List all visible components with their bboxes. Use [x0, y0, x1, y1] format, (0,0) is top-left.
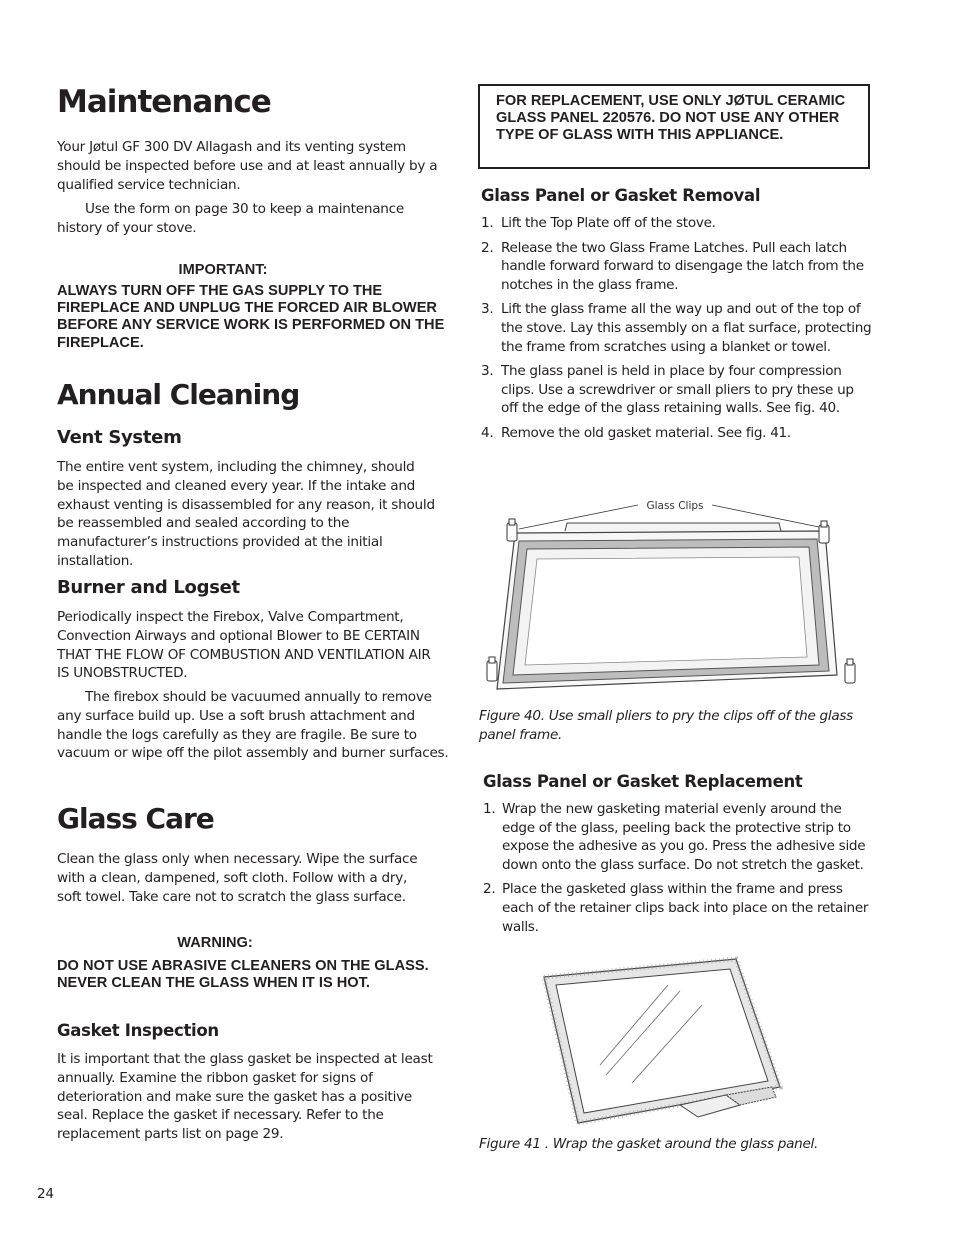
intro-paragraph: Your Jøtul GF 300 DV Allagash and its venting system should be inspected before use and at least annually by a qualified service technician. — [57, 139, 438, 193]
glass-clips-label: Glass Clips — [646, 500, 704, 512]
gasket-wrap-illustration — [540, 955, 790, 1135]
warning-notice: DO NOT USE ABRASIVE CLEANERS ON THE GLASS. NEVER CLEAN THE GLASS WHEN IT IS HOT. — [57, 958, 429, 992]
vent-system-paragraph: The entire vent system, including the chimney, should be inspected and cleaned every year. If the intake and exhaust venting is disassembled for any reason, it should be reassembled and sealed according to the manufacturer’s instructions provided at the initial installation. — [57, 459, 435, 569]
list-item: 4. Remove the old gasket material. See fig. 41. — [481, 424, 791, 441]
subsection-title-vent-system: Vent System — [57, 427, 182, 448]
page-number: 24 — [37, 1186, 54, 1202]
replacement-steps-list — [483, 800, 875, 942]
figure-40-caption: Figure 40. Use small pliers to pry the clips off of the glass panel frame. — [479, 708, 853, 743]
list-item: 1. Wrap the new gasketing material evenly around the edge of the glass, peeling back the protective strip to expose the adhesive as you go. Press the adhesive side down onto the glass surface. Do not stretch the gasket. — [483, 801, 866, 873]
section-title-annual-cleaning: Annual Cleaning — [57, 378, 300, 411]
important-notice: ALWAYS TURN OFF THE GAS SUPPLY TO THE FIREPLACE AND UNPLUG THE FORCED AIR BLOWER BEFORE ANY SERVICE WORK IS PERFORMED ON THE FIREPLACE. — [57, 283, 445, 351]
figure-41-caption: Figure 41 . Wrap the gasket around the glass panel. — [479, 1136, 819, 1152]
clip-icon — [507, 519, 517, 541]
subsection-title-gasket-inspection: Gasket Inspection — [57, 1021, 219, 1040]
intro-paragraph-2: Use the form on page 30 to keep a maintenance history of your stove. — [57, 201, 404, 236]
list-item: 2. Place the gasketed glass within the frame and press each of the retainer clips back into place on the retainer walls. — [483, 881, 869, 935]
replacement-notice: FOR REPLACEMENT, USE ONLY JØTUL CERAMIC GLASS PANEL 220576. DO NOT USE ANY OTHER TYPE OF GLASS WITH THIS APPLIANCE. — [496, 93, 846, 144]
clip-icon — [487, 657, 497, 681]
glass-frame-illustration — [479, 493, 869, 705]
burner-paragraph-1: Periodically inspect the Firebox, Valve Compartment, Convection Airways and optional Blower to BE CERTAIN THAT THE FLOW OF COMBUSTION AND VENTILATION AIR IS UNOBSTRUCTED. — [57, 609, 431, 682]
subsection-title-glass-removal: Glass Panel or Gasket Removal — [481, 186, 761, 205]
list-item: 1. Lift the Top Plate off of the stove. — [481, 215, 716, 231]
section-title-glass-care: Glass Care — [57, 802, 214, 835]
important-heading: IMPORTANT: — [178, 262, 268, 278]
removal-steps-list — [481, 214, 873, 449]
page-title: Maintenance — [57, 84, 271, 120]
burner-paragraph-2: The firebox should be vacuumed annually to remove any surface build up. Use a soft brush attachment and handle the logs carefully as they are fragile. Be sure to vacuum or wipe off the pilot assembly and burner surfaces. — [57, 689, 449, 762]
list-item: 3. The glass panel is held in place by four compression clips. Use a screwdriver or small pliers to pry these up off the edge of the glass retaining walls. See fig. 40. — [481, 363, 854, 417]
subsection-title-burner-logset: Burner and Logset — [57, 577, 240, 598]
warning-heading: WARNING: — [177, 935, 253, 951]
list-item: 2. Release the two Glass Frame Latches. Pull each latch handle forward forward to disengage the latch from the notches in the glass frame. — [481, 239, 864, 293]
glass-care-paragraph: Clean the glass only when necessary. Wipe the surface with a clean, dampened, soft cloth. Follow with a dry, soft towel. Take care not to scratch the glass surface. — [57, 851, 418, 905]
clip-icon — [819, 521, 829, 543]
subsection-title-glass-replacement: Glass Panel or Gasket Replacement — [483, 772, 803, 791]
list-item: 3. Lift the glass frame all the way up and out of the top of the stove. Lay this assembly on a flat surface, protecting the frame from scratches using a blanket or towel. — [481, 301, 872, 355]
gasket-inspection-paragraph: It is important that the glass gasket be inspected at least annually. Examine the ribbon gasket for signs of deterioration and make sure the gasket has a positive seal. Replace the gasket if necessary. Refer to the replacement parts list on page 29. — [57, 1051, 433, 1143]
replacement-notice-box — [478, 84, 870, 169]
clip-icon — [845, 659, 855, 683]
